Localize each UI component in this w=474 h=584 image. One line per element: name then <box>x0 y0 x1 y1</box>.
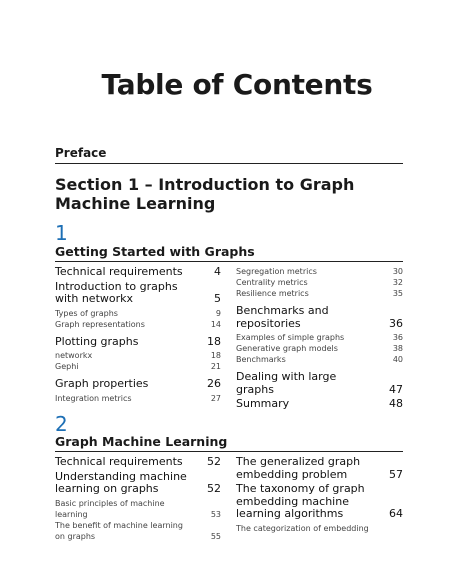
chapter-1-left-column <box>55 266 221 404</box>
toc-entry-label: Gephi <box>55 362 79 371</box>
toc-entry-page-number: 30 <box>392 267 403 276</box>
toc-entry-page-number: 18 <box>207 334 221 348</box>
toc-section-entry[interactable] <box>236 483 403 521</box>
page-title: Table of Contents <box>101 68 373 101</box>
toc-entry-label: networkx <box>55 351 93 360</box>
toc-entry-page-number: 26 <box>207 377 221 390</box>
toc-section-entry[interactable] <box>236 398 403 411</box>
toc-entry-label: Technical requirements <box>55 265 183 278</box>
toc-entry-label: The generalized graph embedding problem <box>236 455 361 481</box>
toc-subsection-entry[interactable] <box>55 520 221 542</box>
toc-section-entry[interactable] <box>55 281 221 306</box>
toc-entry-page-number: 36 <box>392 333 403 342</box>
toc-entry-label: Summary <box>236 397 290 410</box>
toc-section-entry[interactable] <box>55 266 221 279</box>
toc-entry-page-number: 32 <box>392 278 403 287</box>
toc-entry-label: Benchmarks <box>236 355 286 364</box>
chapter-2-right-column <box>236 456 403 534</box>
toc-entry-label: Centrality metrics <box>236 278 308 287</box>
toc-entry-label: The benefit of machine learning on graphs <box>55 520 183 541</box>
toc-entry-page-number: 64 <box>389 507 403 520</box>
toc-subsection-entry[interactable] <box>236 288 403 299</box>
toc-subsection-entry[interactable] <box>236 266 403 277</box>
toc-subsection-entry[interactable] <box>55 498 221 520</box>
toc-entry-page-number: 36 <box>389 316 403 330</box>
toc-subsection-entry[interactable] <box>236 277 403 288</box>
chapter-1-number: 1 <box>55 221 68 245</box>
toc-entry-page-number: 5 <box>214 292 221 305</box>
chapter-2-number: 2 <box>55 412 68 436</box>
toc-subsection-entry[interactable] <box>236 523 403 534</box>
preface-heading[interactable]: Preface <box>55 146 403 164</box>
toc-entry-label: Segregation metrics <box>236 267 317 276</box>
toc-entry-page-number: 27 <box>210 393 221 403</box>
toc-section-entry[interactable] <box>55 471 221 496</box>
toc-entry-label: Generative graph models <box>236 344 338 353</box>
chapter-1-title[interactable]: Getting Started with Graphs <box>55 244 403 262</box>
toc-entry-page-number: 9 <box>215 308 221 318</box>
toc-entry-label: Introduction to graphs with networkx <box>55 279 178 305</box>
toc-subsection-entry[interactable] <box>55 319 221 330</box>
chapter-2-title[interactable]: Graph Machine Learning <box>55 434 403 452</box>
toc-entry-page-number: 38 <box>392 344 403 353</box>
toc-entry-page-number: 47 <box>389 382 403 396</box>
toc-subsection-entry[interactable] <box>55 361 221 372</box>
toc-subsection-entry[interactable] <box>55 308 221 319</box>
toc-entry-page-number: 52 <box>207 455 221 468</box>
toc-entry-label: Technical requirements <box>55 455 183 468</box>
section-1-heading[interactable]: Section 1 – Introduction to Graph Machine Learning <box>55 175 355 213</box>
chapter-2-left-column <box>55 456 221 542</box>
toc-entry-label: The taxonomy of graph embedding machine learning algorithms <box>236 482 365 520</box>
toc-entry-page-number: 35 <box>392 289 403 298</box>
toc-section-entry[interactable] <box>55 378 221 391</box>
toc-entry-page-number: 40 <box>392 355 403 364</box>
toc-section-entry[interactable] <box>236 305 403 330</box>
toc-entry-label: Understanding machine learning on graphs <box>55 469 187 495</box>
toc-entry-label: Plotting graphs <box>55 334 139 348</box>
toc-entry-label: Resilience metrics <box>236 289 309 298</box>
toc-entry-page-number: 14 <box>210 319 221 329</box>
toc-subsection-entry[interactable] <box>236 332 403 343</box>
chapter-1-right-column <box>236 266 403 413</box>
toc-entry-label: Types of graphs <box>55 308 118 318</box>
toc-section-entry[interactable] <box>236 456 403 481</box>
toc-entry-label: Examples of simple graphs <box>236 333 345 342</box>
toc-entry-label: Benchmarks and repositories <box>236 304 329 330</box>
toc-entry-label: Dealing with large graphs <box>236 370 337 396</box>
toc-section-entry[interactable] <box>55 456 221 469</box>
toc-entry-page-number: 48 <box>389 397 403 410</box>
toc-subsection-entry[interactable] <box>236 354 403 365</box>
toc-entry-label: Integration metrics <box>55 393 132 403</box>
toc-entry-page-number: 4 <box>214 265 221 278</box>
toc-entry-label: The categorization of embedding <box>236 523 369 533</box>
toc-section-entry[interactable] <box>236 371 403 396</box>
toc-entry-page-number: 53 <box>210 509 221 519</box>
toc-section-entry[interactable] <box>55 336 221 349</box>
toc-entry-label: Graph representations <box>55 319 145 329</box>
toc-subsection-entry[interactable] <box>55 350 221 361</box>
toc-entry-page-number: 18 <box>210 351 221 360</box>
toc-entry-page-number: 55 <box>210 531 221 541</box>
toc-entry-label: Basic principles of machine learning <box>55 498 165 519</box>
toc-entry-page-number: 52 <box>207 482 221 495</box>
toc-entry-label: Graph properties <box>55 377 149 390</box>
toc-entry-page-number: 21 <box>210 362 221 371</box>
toc-subsection-entry[interactable] <box>236 343 403 354</box>
toc-entry-page-number: 57 <box>389 467 403 481</box>
toc-subsection-entry[interactable] <box>55 393 221 404</box>
